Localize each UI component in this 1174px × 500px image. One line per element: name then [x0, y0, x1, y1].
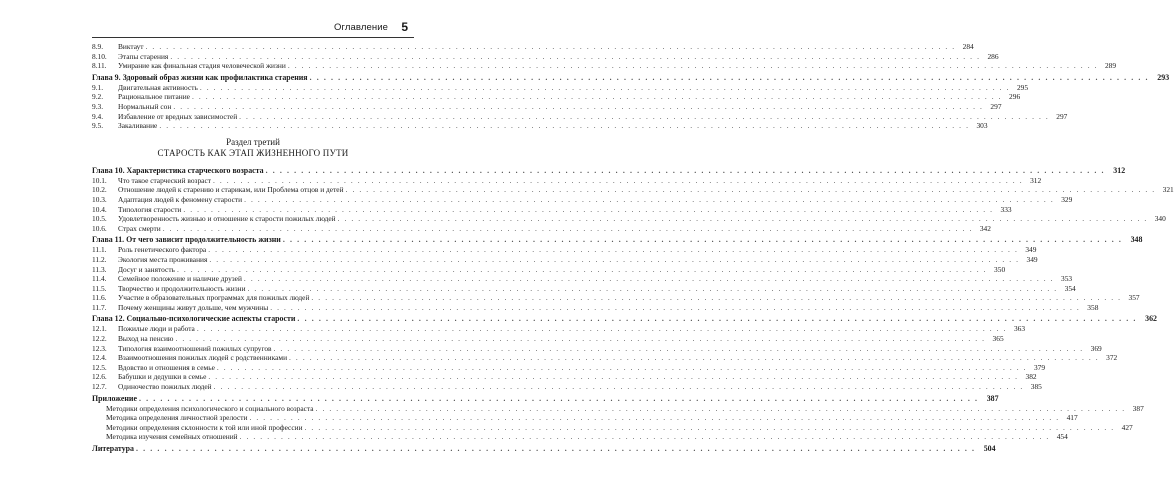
- chapter-page: 362: [1145, 314, 1157, 324]
- entry-title: Методика определения личностной зрелости: [106, 413, 248, 423]
- entry-title: Страх смерти: [118, 223, 161, 233]
- entry-title: Взаимоотношения пожилых людей с родственниками: [118, 353, 288, 363]
- chapter-page: 293: [1157, 72, 1170, 82]
- entry-title: Отношение людей к старению и старикам, или Проблема отцов и детей: [118, 185, 344, 195]
- entry-number: 12.4.: [92, 353, 107, 363]
- entry-title: Этапы старения: [118, 51, 169, 61]
- entry-number: 9.3.: [92, 101, 104, 111]
- entry-page: 329: [1061, 194, 1073, 204]
- toc-entry[interactable]: [92, 334, 1004, 344]
- leader-dots: [270, 303, 1080, 313]
- leader-dots: [146, 42, 956, 52]
- entry-page: 372: [1106, 353, 1118, 363]
- entry-number: 10.1.: [92, 175, 107, 185]
- entry-title: Что такое старческий возраст: [118, 175, 211, 185]
- entry-title: Бабушки и дедушки в семье: [118, 372, 207, 382]
- page-header: [92, 20, 408, 36]
- chapter-title: Глава 10. Характеристика старческого возраста: [92, 165, 264, 175]
- entry-number: 12.7.: [92, 382, 107, 392]
- entry-page: 297: [990, 101, 1002, 111]
- entry-title: Роль генетического фактора: [118, 245, 207, 255]
- leader-dots: [139, 393, 979, 404]
- entry-title: Типология старости: [118, 204, 182, 214]
- leader-dots: [177, 265, 987, 275]
- entry-title: Закаливание: [118, 121, 158, 131]
- literature-page: 504: [983, 444, 996, 453]
- leader-dots: [244, 195, 1054, 205]
- entry-number: 12.6.: [92, 372, 107, 382]
- toc-entry[interactable]: [92, 264, 1006, 275]
- toc-entry[interactable]: [92, 175, 1042, 186]
- toc-entry[interactable]: [92, 302, 1099, 313]
- entry-page: 385: [1030, 382, 1042, 392]
- leader-dots: [297, 313, 1137, 324]
- toc-chapter-11[interactable]: [92, 234, 1143, 245]
- entry-number: 11.7.: [92, 302, 107, 312]
- toc-entry[interactable]: [92, 92, 1021, 102]
- entry-page: 369: [1090, 343, 1102, 353]
- entry-page: 333: [1000, 204, 1012, 214]
- entry-title: Досуг и занятость: [118, 264, 175, 274]
- leader-dots: [338, 214, 1148, 224]
- entry-title: Типология взаимоотношений пожилых супругов: [118, 343, 272, 353]
- header-title: Оглавление: [334, 22, 388, 33]
- entry-page: 358: [1087, 302, 1099, 312]
- leader-dots: [274, 344, 1084, 354]
- entry-number: 8.10.: [92, 51, 107, 61]
- toc-entry[interactable]: [92, 111, 1068, 122]
- entry-number: 10.5.: [92, 214, 107, 224]
- entry-number: 11.4.: [92, 274, 107, 284]
- toc-entry[interactable]: [92, 403, 1144, 414]
- entry-page: 286: [987, 51, 999, 61]
- entry-page: 284: [962, 42, 974, 51]
- entry-title: Умирание как финальная стадия человеческой жизни: [118, 61, 286, 71]
- leader-dots: [316, 404, 1126, 414]
- toc-entry[interactable]: [92, 214, 1166, 224]
- entry-number: 11.3.: [92, 264, 107, 274]
- leader-dots: [163, 224, 973, 234]
- entry-title: Методика изучения семейных отношений: [106, 432, 238, 442]
- entry-number: 12.5.: [92, 362, 107, 372]
- table-of-contents: [92, 42, 1174, 454]
- toc-entry[interactable]: [92, 353, 1118, 363]
- entry-page: 357: [1128, 293, 1140, 303]
- toc-chapter-10[interactable]: [92, 165, 1126, 176]
- entry-number: 8.9.: [92, 42, 104, 51]
- appendix-title: Приложение: [92, 393, 137, 403]
- leader-dots: [136, 443, 976, 454]
- entry-number: 8.11.: [92, 61, 107, 71]
- chapter-title: Глава 12. Социально-психологические аспекты старости: [92, 314, 296, 324]
- entry-title: Адаптация людей к феномену старости: [118, 194, 243, 204]
- entry-page: 349: [1025, 245, 1037, 255]
- leader-dots: [305, 423, 1115, 433]
- entry-page: 454: [1056, 432, 1068, 442]
- entry-number: 9.2.: [92, 92, 104, 102]
- entry-title: Рациональное питание: [118, 92, 190, 102]
- entry-title: Удовлетворенность жизнью и отношение к старости пожилых людей: [118, 214, 336, 224]
- toc-entry[interactable]: [92, 194, 1073, 205]
- entry-page: 363: [1013, 324, 1026, 334]
- toc-entry[interactable]: [92, 82, 1029, 93]
- entry-title: Почему женщины живут дольше, чем мужчины: [118, 302, 269, 312]
- leader-dots: [244, 274, 1054, 284]
- page-number: 5: [401, 20, 408, 34]
- toc-entry[interactable]: [92, 51, 999, 62]
- entry-title: Двигательная активность: [118, 82, 198, 92]
- entry-title: Нормальный сон: [118, 101, 172, 111]
- leader-dots: [266, 165, 1106, 176]
- toc-entry[interactable]: [92, 42, 974, 52]
- entry-page: 427: [1121, 422, 1133, 432]
- entry-title: Участие в образовательных программах для пожилых людей: [118, 293, 310, 303]
- leader-dots: [310, 72, 1150, 83]
- leader-dots: [288, 61, 1098, 71]
- entry-page: 379: [1033, 362, 1046, 372]
- leader-dots: [239, 112, 1049, 122]
- leader-dots: [346, 185, 1156, 195]
- entry-title: Выход на пенсию: [118, 334, 174, 344]
- entry-number: 9.1.: [92, 82, 104, 92]
- entry-number: 11.1.: [92, 245, 107, 255]
- leader-dots: [183, 205, 993, 215]
- toc-literature[interactable]: [92, 443, 996, 454]
- entry-title: Экология места проживания: [118, 254, 208, 264]
- literature-title: Литература: [92, 444, 134, 453]
- toc-entry[interactable]: [92, 101, 1002, 112]
- leader-dots: [289, 353, 1099, 363]
- entry-page: 382: [1025, 372, 1037, 382]
- entry-number: 11.6.: [92, 293, 107, 303]
- chapter-page: 312: [1113, 165, 1126, 175]
- toc-entry[interactable]: [92, 274, 1073, 284]
- entry-number: 12.3.: [92, 343, 107, 353]
- entry-page: 349: [1026, 254, 1038, 264]
- leader-dots: [159, 121, 969, 131]
- leader-dots: [175, 334, 985, 344]
- entry-title: Виктаут: [118, 42, 144, 51]
- entry-number: 11.2.: [92, 254, 107, 264]
- toc-entry[interactable]: [92, 432, 1068, 442]
- entry-number: 10.3.: [92, 194, 107, 204]
- entry-page: 303: [976, 121, 988, 131]
- appendix-page: 387: [986, 393, 999, 403]
- entry-page: 353: [1061, 274, 1073, 284]
- entry-title: Семейное положение и наличие друзей: [118, 274, 242, 284]
- leader-dots: [214, 382, 1024, 392]
- section-title: СТАРОСТЬ КАК ЭТАП ЖИЗНЕННОГО ПУТИ: [157, 147, 349, 158]
- section-label: Раздел третий: [226, 136, 280, 147]
- toc-entry[interactable]: [92, 204, 1012, 215]
- leader-dots: [248, 284, 1058, 294]
- entry-page: 340: [1154, 214, 1166, 224]
- toc-entry[interactable]: [92, 61, 1117, 71]
- entry-title: Творчество и продолжительность жизни: [118, 283, 246, 293]
- leader-dots: [208, 372, 1018, 382]
- entry-number: 10.6.: [92, 223, 107, 233]
- toc-entry[interactable]: [92, 254, 1038, 265]
- toc-entry[interactable]: [92, 245, 1037, 255]
- leader-dots: [311, 293, 1121, 303]
- entry-page: 295: [1016, 82, 1029, 92]
- entry-page: 354: [1064, 283, 1076, 293]
- entry-number: 9.5.: [92, 121, 104, 131]
- header-rule: [92, 37, 414, 38]
- entry-number: 12.2.: [92, 334, 107, 344]
- toc-entry[interactable]: [92, 413, 1078, 423]
- toc-entry[interactable]: [92, 362, 1046, 373]
- entry-number: 10.4.: [92, 204, 107, 214]
- section-heading: [92, 137, 414, 159]
- entry-number: 12.1.: [92, 324, 107, 334]
- leader-dots: [170, 52, 980, 62]
- leader-dots: [197, 324, 1007, 334]
- toc-entry[interactable]: [92, 283, 1076, 294]
- entry-page: 312: [1030, 175, 1042, 185]
- leader-dots: [213, 176, 1023, 186]
- entry-page: 387: [1132, 403, 1144, 413]
- toc-entry[interactable]: [92, 372, 1037, 382]
- toc-entry[interactable]: [92, 343, 1102, 354]
- entry-title: Методики определения психологического и социального возраста: [106, 403, 314, 413]
- toc-appendix[interactable]: [92, 393, 999, 404]
- toc-entry[interactable]: [92, 185, 1174, 195]
- toc-entry[interactable]: [92, 422, 1133, 433]
- leader-dots: [192, 92, 1002, 102]
- entry-title: Избавление от вредных зависимостей: [118, 111, 238, 121]
- toc-entry[interactable]: [92, 382, 1042, 392]
- entry-number: 9.4.: [92, 111, 104, 121]
- entry-page: 417: [1066, 413, 1078, 423]
- chapter-page: 348: [1130, 235, 1143, 245]
- entry-page: 297: [1056, 111, 1068, 121]
- chapter-title: Глава 11. От чего зависит продолжительность жизни: [92, 235, 281, 245]
- toc-entry[interactable]: [92, 324, 1026, 334]
- leader-dots: [209, 255, 1019, 265]
- entry-page: 321: [1162, 185, 1174, 195]
- entry-page: 365: [992, 334, 1004, 344]
- toc-chapter-9[interactable]: [92, 72, 1170, 83]
- leader-dots: [217, 363, 1027, 373]
- leader-dots: [240, 432, 1050, 442]
- leader-dots: [208, 245, 1018, 255]
- leader-dots: [173, 102, 983, 112]
- entry-page: 289: [1104, 61, 1117, 71]
- entry-page: 296: [1009, 92, 1021, 102]
- leader-dots: [249, 413, 1059, 423]
- entry-number: 10.2.: [92, 185, 107, 195]
- entry-title: Вдовство и отношения в семье: [118, 362, 215, 372]
- entry-title: Методики определения склонности к той или иной профессии: [106, 422, 303, 432]
- entry-page: 342: [979, 223, 991, 233]
- entry-title: Одиночество пожилых людей: [118, 382, 212, 392]
- leader-dots: [283, 234, 1123, 245]
- toc-chapter-12[interactable]: [92, 313, 1157, 324]
- leader-dots: [200, 83, 1010, 93]
- toc-entry[interactable]: [92, 223, 991, 234]
- toc-entry[interactable]: [92, 293, 1140, 303]
- chapter-title: Глава 9. Здоровый образ жизни как профилактика старения: [92, 72, 308, 82]
- entry-page: 350: [994, 264, 1006, 274]
- entry-title: Пожилые люди и работа: [118, 324, 195, 334]
- toc-entry[interactable]: [92, 121, 988, 131]
- entry-number: 11.5.: [92, 283, 107, 293]
